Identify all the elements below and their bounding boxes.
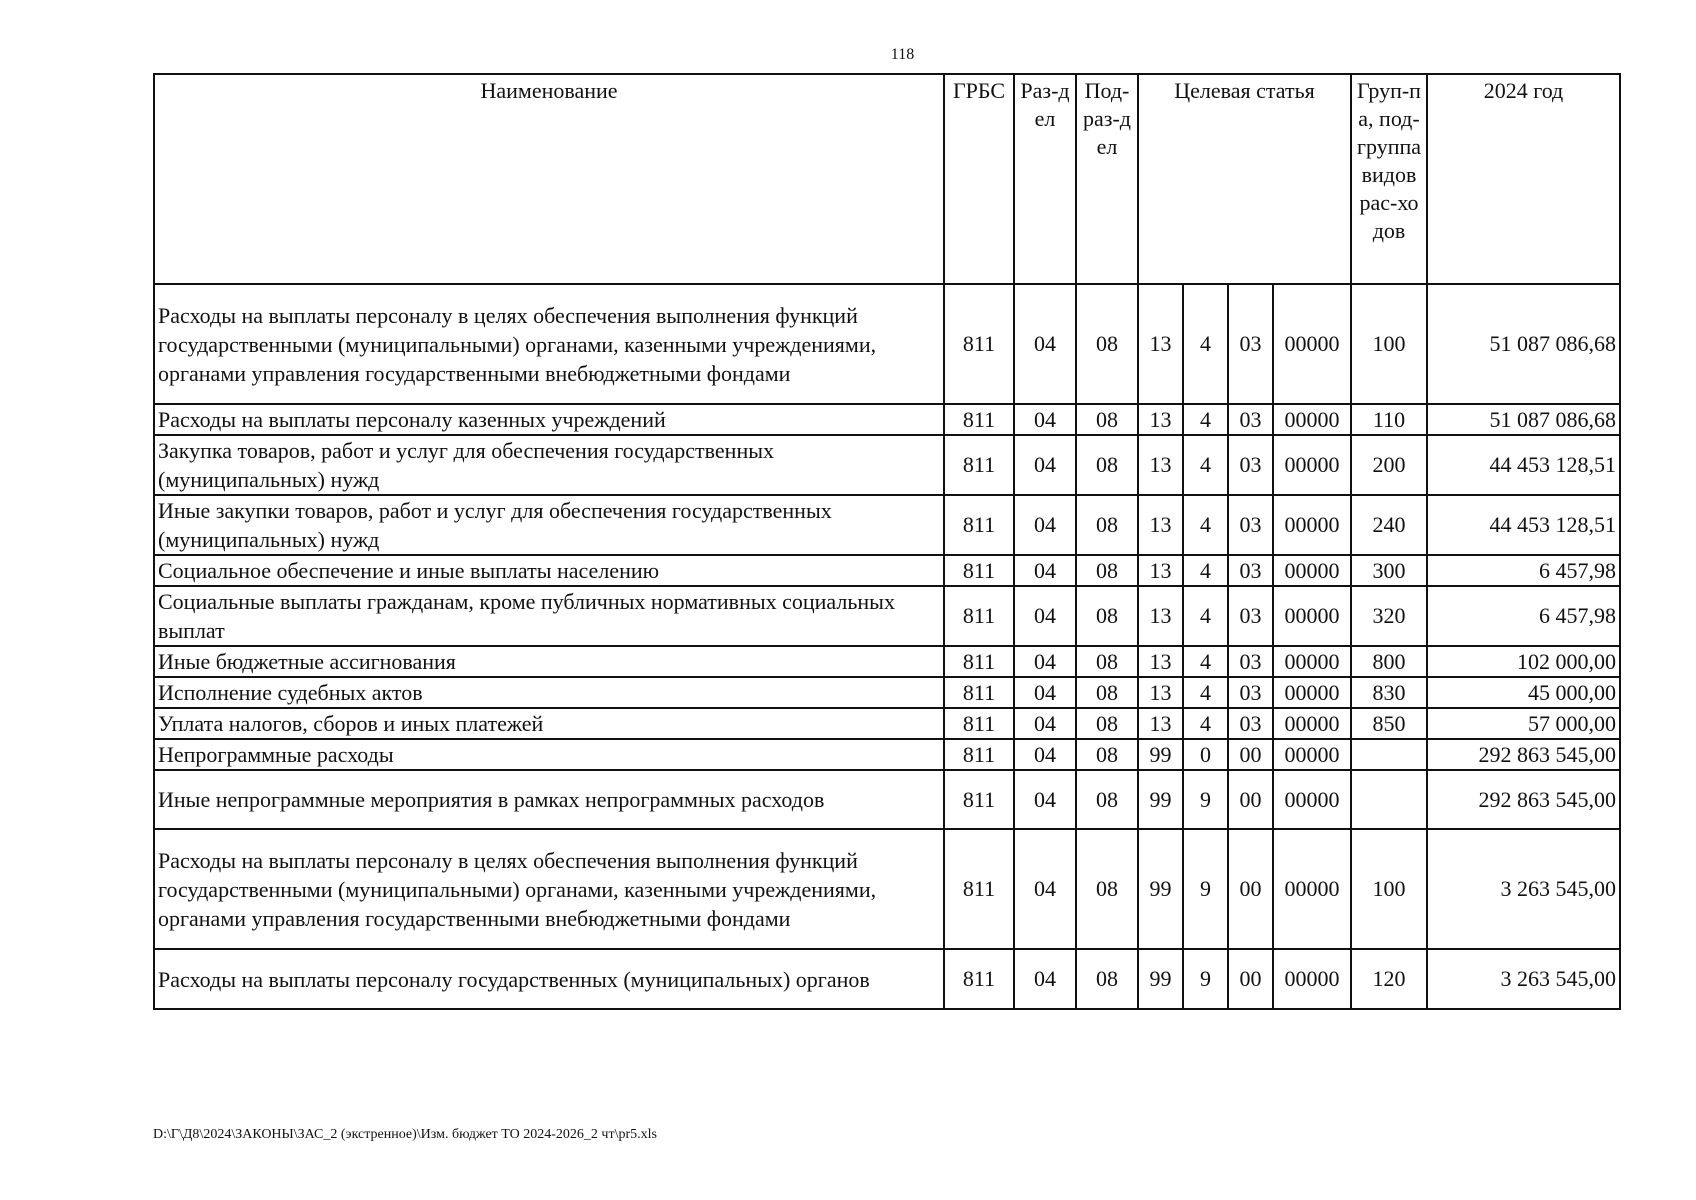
row-target-type: 4 [1183,646,1228,677]
row-amount: 51 087 086,68 [1427,284,1620,404]
row-target-direction: 00000 [1273,404,1351,435]
row-expense-group: 850 [1351,708,1427,739]
row-amount: 57 000,00 [1427,708,1620,739]
row-amount: 44 453 128,51 [1427,495,1620,555]
row-amount: 292 863 545,00 [1427,770,1620,829]
row-podrazdel: 08 [1076,555,1138,586]
row-razdel: 04 [1014,949,1076,1009]
header-year-2024: 2024 год [1427,74,1620,284]
row-target-type: 4 [1183,555,1228,586]
row-podrazdel: 08 [1076,284,1138,404]
row-amount: 3 263 545,00 [1427,949,1620,1009]
table-row [154,829,1620,949]
row-razdel: 04 [1014,708,1076,739]
row-razdel: 04 [1014,284,1076,404]
row-razdel: 04 [1014,435,1076,495]
row-grbs: 811 [944,949,1014,1009]
table-row [154,495,1620,555]
row-target-subprogram: 00 [1228,770,1273,829]
row-target-direction: 00000 [1273,677,1351,708]
row-target-program: 99 [1138,770,1183,829]
row-amount: 6 457,98 [1427,586,1620,646]
header-razdel: Раз-дел [1014,74,1076,284]
row-target-program: 13 [1138,404,1183,435]
row-name: Расходы на выплаты персоналу государственных (муниципальных) органов [154,949,944,1009]
row-target-subprogram: 03 [1228,495,1273,555]
row-podrazdel: 08 [1076,949,1138,1009]
row-grbs: 811 [944,739,1014,770]
row-grbs: 811 [944,555,1014,586]
row-podrazdel: 08 [1076,646,1138,677]
row-grbs: 811 [944,284,1014,404]
row-grbs: 811 [944,646,1014,677]
row-target-subprogram: 03 [1228,284,1273,404]
row-target-subprogram: 00 [1228,949,1273,1009]
page-number: 118 [890,46,915,63]
row-expense-group [1351,770,1427,829]
row-amount: 6 457,98 [1427,555,1620,586]
row-podrazdel: 08 [1076,829,1138,949]
row-name: Иные непрограммные мероприятия в рамках непрограммных расходов [154,770,944,829]
row-name: Иные закупки товаров, работ и услуг для обеспечения государственных (муниципальных) нужд [154,495,944,555]
row-target-type: 4 [1183,435,1228,495]
row-expense-group [1351,739,1427,770]
row-target-type: 9 [1183,949,1228,1009]
row-target-type: 4 [1183,677,1228,708]
row-name: Расходы на выплаты персоналу в целях обеспечения выполнения функций государственными (муниципальными) органами, казенными учреждениями, органами управления государственными внебюджетными фондами [154,284,944,404]
row-podrazdel: 08 [1076,495,1138,555]
row-target-program: 99 [1138,829,1183,949]
row-target-subprogram: 03 [1228,555,1273,586]
row-target-program: 13 [1138,677,1183,708]
row-target-direction: 00000 [1273,708,1351,739]
table-row [154,435,1620,495]
row-target-program: 99 [1138,739,1183,770]
table-row [154,677,1620,708]
row-target-type: 9 [1183,770,1228,829]
row-razdel: 04 [1014,770,1076,829]
header-podrazdel: Под-раз-дел [1076,74,1138,284]
table-row [154,586,1620,646]
row-target-direction: 00000 [1273,739,1351,770]
row-podrazdel: 08 [1076,708,1138,739]
row-podrazdel: 08 [1076,404,1138,435]
row-expense-group: 200 [1351,435,1427,495]
row-target-direction: 00000 [1273,646,1351,677]
row-expense-group: 240 [1351,495,1427,555]
row-target-type: 0 [1183,739,1228,770]
row-razdel: 04 [1014,586,1076,646]
header-target-article: Целевая статья [1138,74,1351,284]
row-target-program: 13 [1138,646,1183,677]
row-grbs: 811 [944,586,1014,646]
row-target-subprogram: 03 [1228,708,1273,739]
row-name: Расходы на выплаты персоналу казенных учреждений [154,404,944,435]
row-razdel: 04 [1014,555,1076,586]
header-grbs: ГРБС [944,74,1014,284]
row-expense-group: 830 [1351,677,1427,708]
row-podrazdel: 08 [1076,586,1138,646]
row-name: Закупка товаров, работ и услуг для обеспечения государственных (муниципальных) нужд [154,435,944,495]
row-target-subprogram: 03 [1228,404,1273,435]
row-razdel: 04 [1014,404,1076,435]
row-target-subprogram: 00 [1228,739,1273,770]
row-name: Социальные выплаты гражданам, кроме публичных нормативных социальных выплат [154,586,944,646]
row-name: Расходы на выплаты персоналу в целях обеспечения выполнения функций государственными (муниципальными) органами, казенными учреждениями, органами управления государственными внебюджетными фондами [154,829,944,949]
row-target-direction: 00000 [1273,495,1351,555]
row-podrazdel: 08 [1076,435,1138,495]
table-row [154,949,1620,1009]
row-target-type: 4 [1183,284,1228,404]
row-target-direction: 00000 [1273,284,1351,404]
table-header-row [154,74,1620,284]
row-target-subprogram: 00 [1228,829,1273,949]
row-grbs: 811 [944,435,1014,495]
row-podrazdel: 08 [1076,677,1138,708]
row-target-subprogram: 03 [1228,586,1273,646]
row-target-program: 99 [1138,949,1183,1009]
row-target-type: 4 [1183,708,1228,739]
row-target-direction: 00000 [1273,770,1351,829]
row-target-type: 4 [1183,586,1228,646]
header-name: Наименование [154,74,944,284]
table-row [154,284,1620,404]
row-razdel: 04 [1014,677,1076,708]
row-amount: 292 863 545,00 [1427,739,1620,770]
row-grbs: 811 [944,495,1014,555]
row-target-program: 13 [1138,586,1183,646]
table-row [154,404,1620,435]
table-row [154,646,1620,677]
row-amount: 44 453 128,51 [1427,435,1620,495]
row-expense-group: 320 [1351,586,1427,646]
row-target-direction: 00000 [1273,555,1351,586]
row-name: Социальное обеспечение и иные выплаты населению [154,555,944,586]
row-grbs: 811 [944,708,1014,739]
footer-file-path: D:\Г\Д8\2024\ЗАКОНЫ\ЗАС_2 (экстренное)\Изм. бюджет ТО 2024-2026_2 чт\pr5.xls [153,1127,657,1142]
row-expense-group: 100 [1351,829,1427,949]
row-target-subprogram: 03 [1228,677,1273,708]
budget-table [153,73,1621,1010]
table-row [154,708,1620,739]
row-target-program: 13 [1138,495,1183,555]
row-name: Исполнение судебных актов [154,677,944,708]
row-target-direction: 00000 [1273,829,1351,949]
row-razdel: 04 [1014,739,1076,770]
row-target-type: 9 [1183,829,1228,949]
row-target-type: 4 [1183,495,1228,555]
row-grbs: 811 [944,404,1014,435]
table-row [154,770,1620,829]
table-row [154,739,1620,770]
row-amount: 102 000,00 [1427,646,1620,677]
row-podrazdel: 08 [1076,770,1138,829]
row-target-subprogram: 03 [1228,646,1273,677]
row-grbs: 811 [944,677,1014,708]
row-expense-group: 800 [1351,646,1427,677]
row-razdel: 04 [1014,646,1076,677]
row-name: Уплата налогов, сборов и иных платежей [154,708,944,739]
row-podrazdel: 08 [1076,739,1138,770]
row-amount: 3 263 545,00 [1427,829,1620,949]
row-name: Непрограммные расходы [154,739,944,770]
row-grbs: 811 [944,829,1014,949]
row-amount: 45 000,00 [1427,677,1620,708]
row-razdel: 04 [1014,495,1076,555]
row-expense-group: 110 [1351,404,1427,435]
row-target-direction: 00000 [1273,586,1351,646]
row-target-subprogram: 03 [1228,435,1273,495]
row-target-type: 4 [1183,404,1228,435]
table-row [154,555,1620,586]
table-body [154,284,1620,1009]
row-razdel: 04 [1014,829,1076,949]
row-expense-group: 100 [1351,284,1427,404]
row-target-direction: 00000 [1273,949,1351,1009]
row-amount: 51 087 086,68 [1427,404,1620,435]
row-target-program: 13 [1138,708,1183,739]
row-target-program: 13 [1138,435,1183,495]
row-grbs: 811 [944,770,1014,829]
row-target-program: 13 [1138,555,1183,586]
header-expense-group: Груп-па, под-группа видов рас-ходов [1351,74,1427,284]
row-expense-group: 300 [1351,555,1427,586]
row-target-program: 13 [1138,284,1183,404]
row-expense-group: 120 [1351,949,1427,1009]
row-target-direction: 00000 [1273,435,1351,495]
row-name: Иные бюджетные ассигнования [154,646,944,677]
